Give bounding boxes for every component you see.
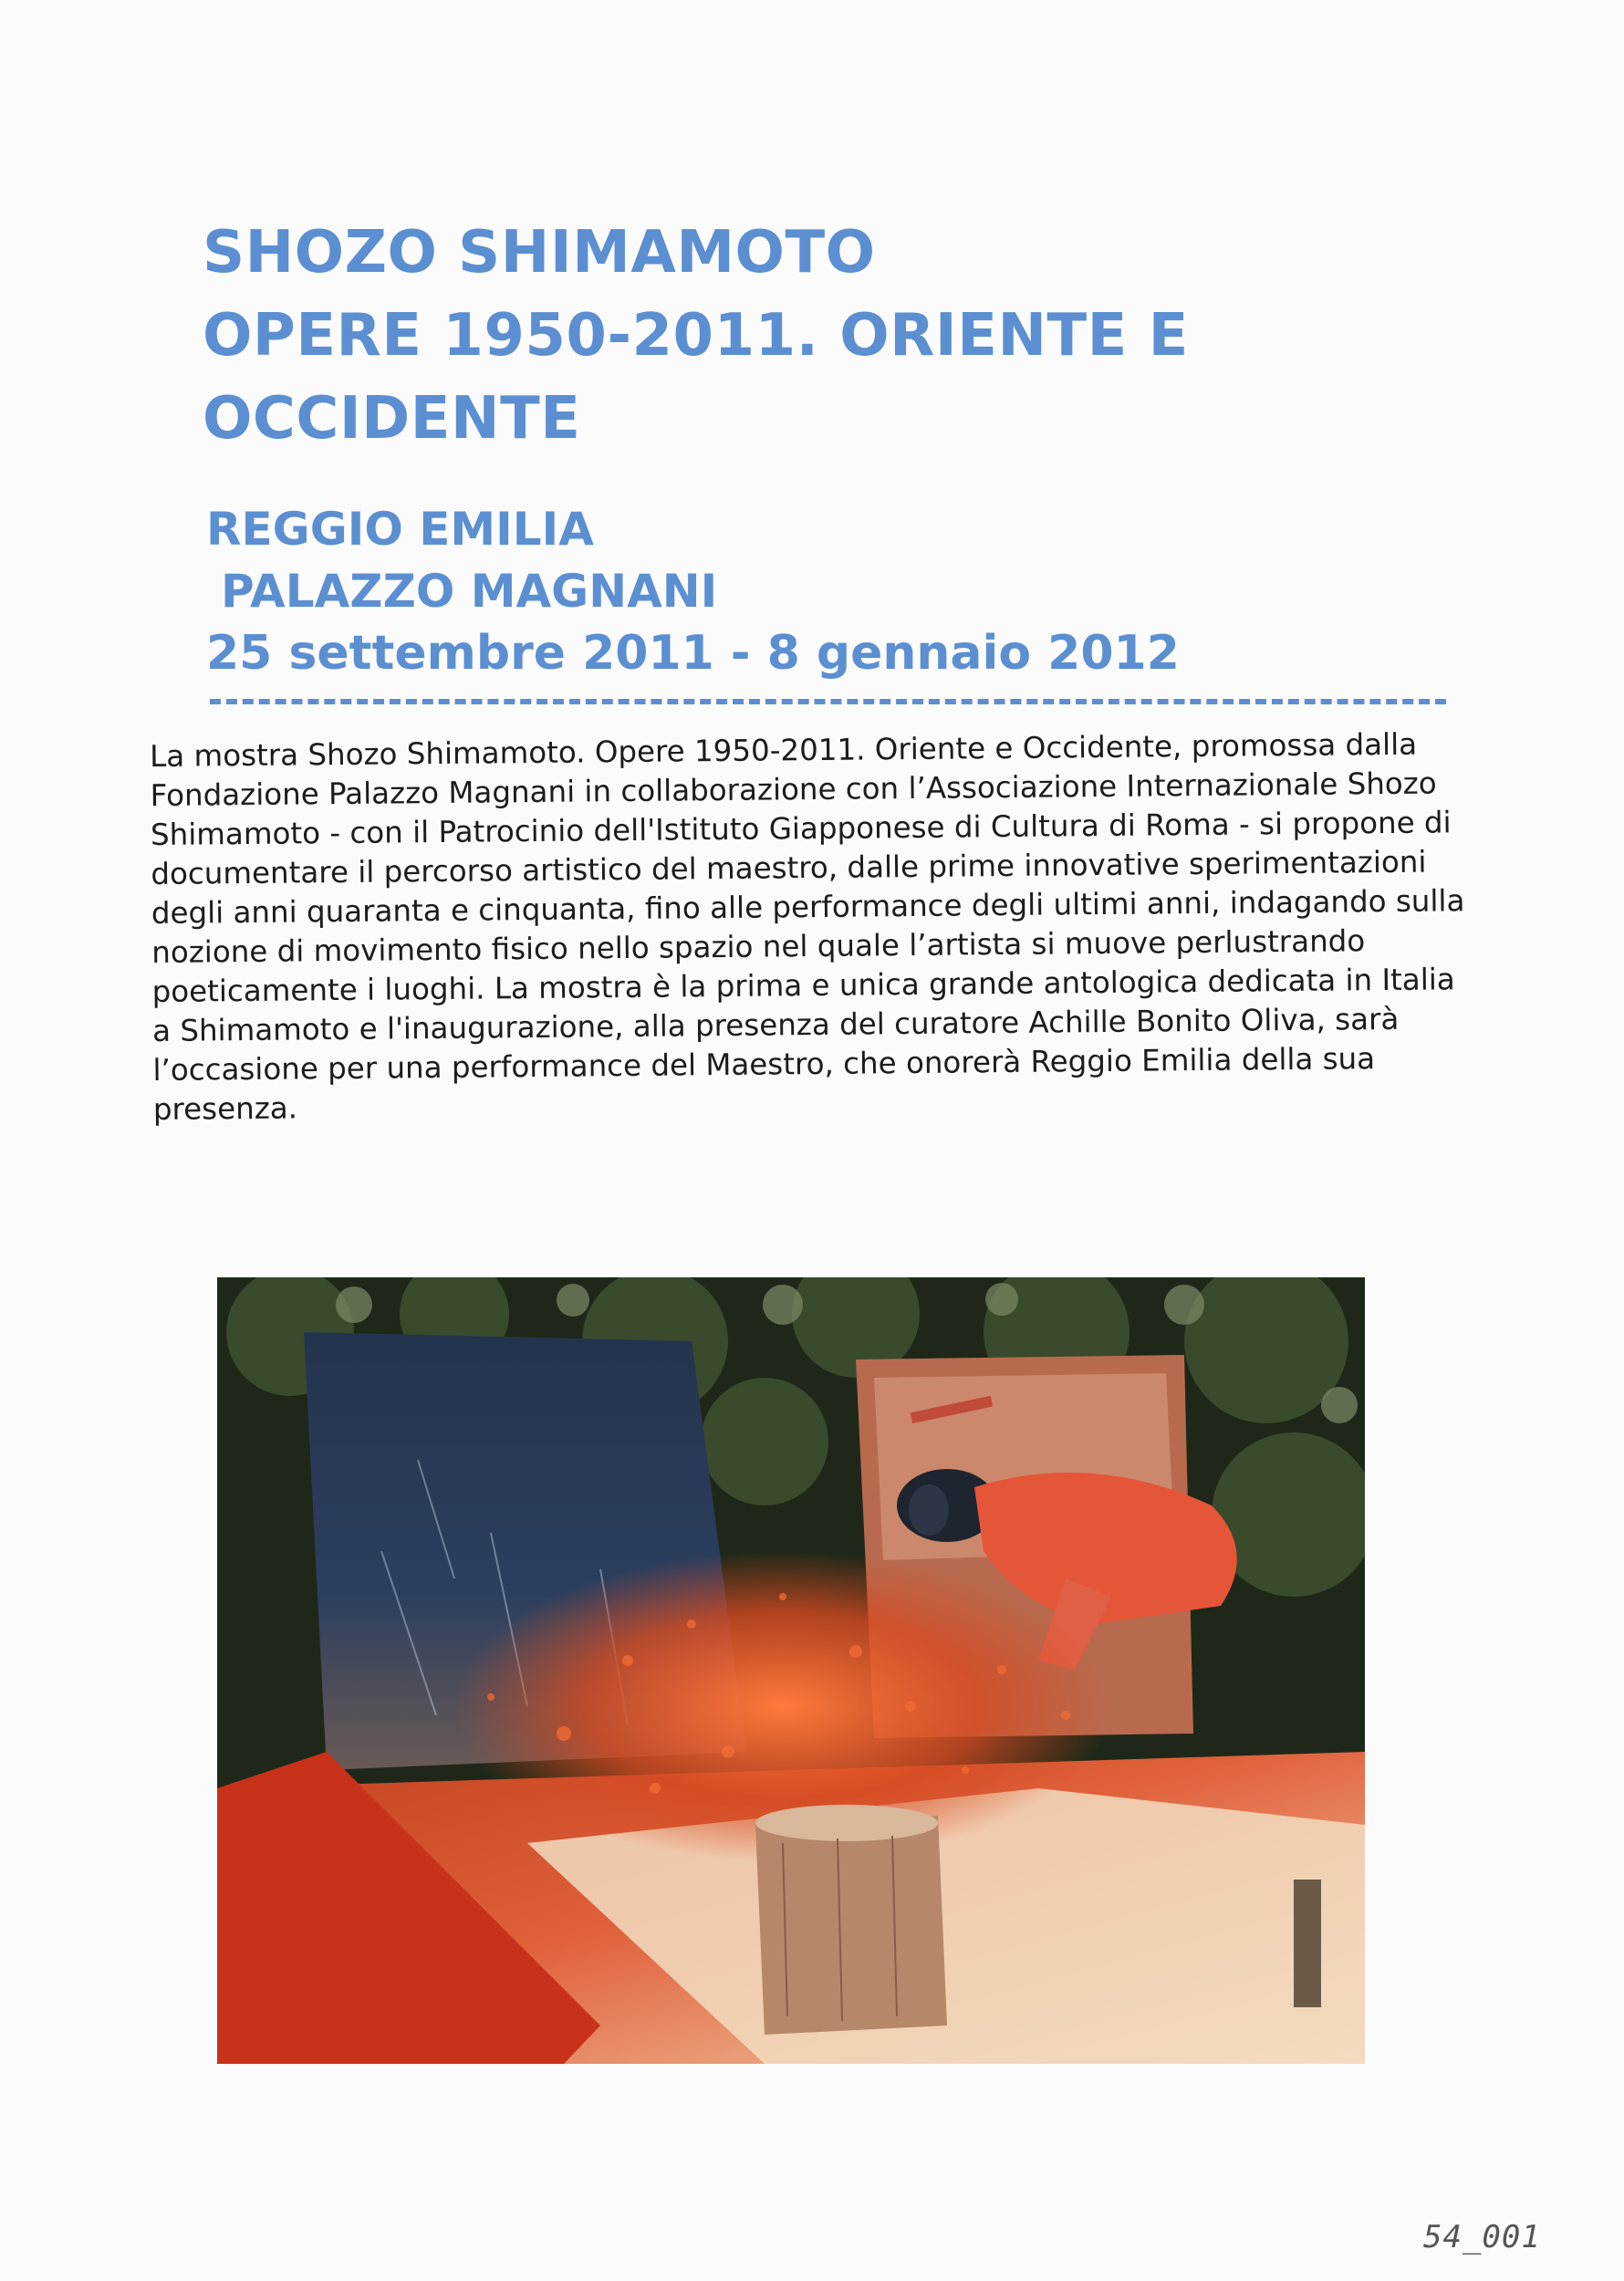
paragraph-line: Shimamoto - con il Patrocinio dell'Istituto Giapponese di Cultura di Roma - si propone di [150, 805, 1452, 852]
page-number: 54_001 [1423, 2219, 1541, 2255]
paragraph-line: nozione di movimento fisico nello spazio nel quale l’artista si muove perlustrando [151, 923, 1366, 970]
paragraph-line: La mostra Shozo Shimamoto. Opere 1950-2011. Oriente e Occidente, promossa dalla [150, 726, 1418, 774]
venue-city: REGGIO EMILIA [206, 503, 594, 556]
paragraph-line: Fondazione Palazzo Magnani in collaborazione con l’Associazione Internazionale Shozo [150, 766, 1437, 813]
dashed-divider [210, 699, 1446, 704]
paragraph-line: l’occasione per una performance del Maestro, che onorerà Reggio Emilia della sua [152, 1041, 1376, 1088]
paragraph-line: documentare il percorso artistico del maestro, dalle prime innovative sperimentazioni [151, 844, 1427, 891]
title-line-1: SHOZO SHIMAMOTO [203, 219, 876, 286]
title-line-3: OCCIDENTE [203, 385, 581, 453]
description-paragraph [150, 724, 1476, 1130]
venue-place: PALAZZO MAGNANI [221, 565, 718, 618]
paragraph-line: degli anni quaranta e cinquanta, fino alle performance degli ultimi anni, indagando sulla [151, 883, 1465, 931]
exhibition-title [203, 212, 1252, 461]
exhibition-venue [206, 498, 1301, 684]
paragraph-line: a Shimamoto e l'inaugurazione, alla presenza del curatore Achille Bonito Oliva, sarà [151, 1001, 1400, 1048]
title-line-2: OPERE 1950-2011. ORIENTE E [203, 302, 1189, 370]
paragraph-line: poeticamente i luoghi. La mostra è la prima e unica grande antologica dedicata in Italia [151, 962, 1455, 1009]
performance-photo [217, 1277, 1365, 2064]
performance-photo-illustration [217, 1277, 1365, 2064]
venue-dates: 25 settembre 2011 - 8 gennaio 2012 [206, 626, 1180, 681]
paragraph-line: presenza. [152, 1090, 298, 1127]
